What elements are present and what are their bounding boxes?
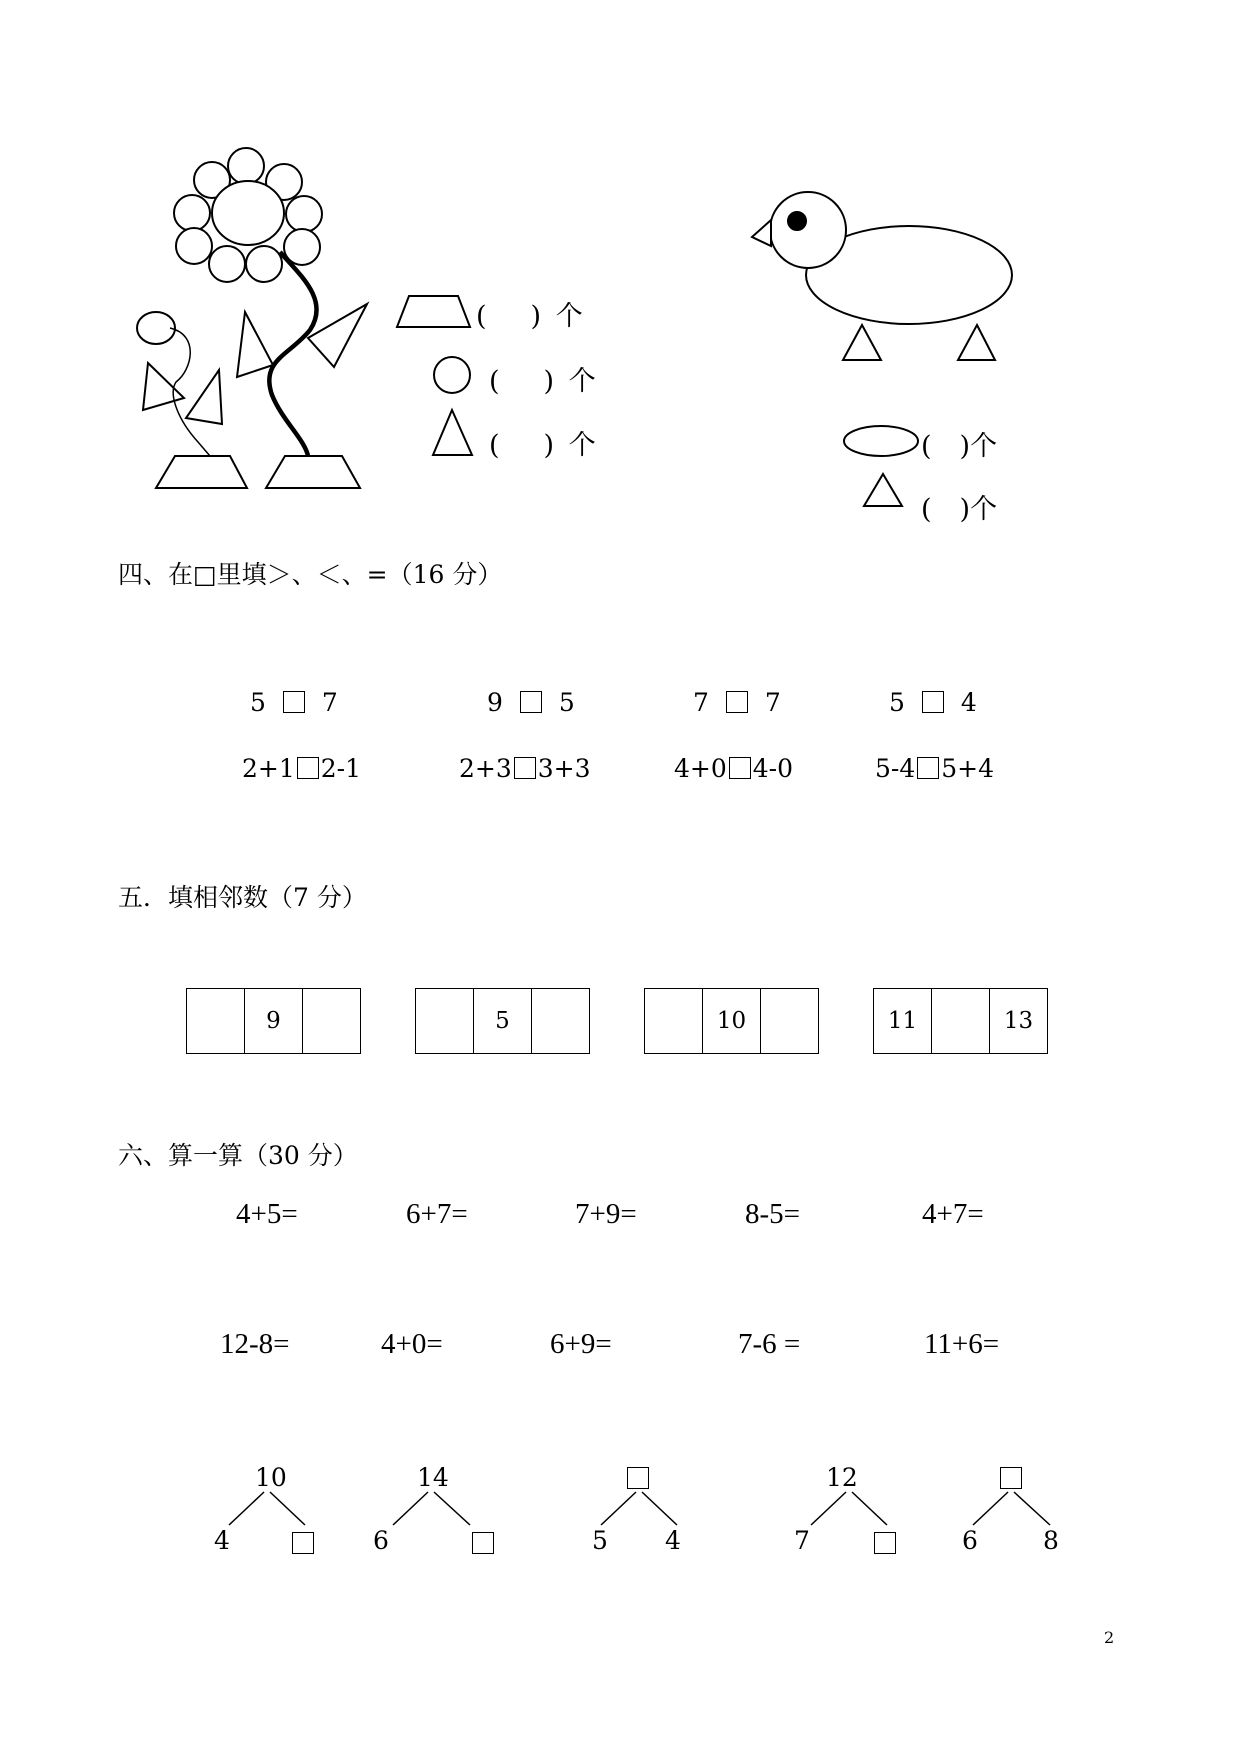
compare-right: 7 [321, 688, 338, 717]
tree-branch-left [601, 1492, 636, 1525]
answer-box[interactable] [917, 757, 939, 779]
small-flower-circle [137, 312, 175, 344]
compare-right: 4 [960, 688, 977, 717]
close-paren: ) [530, 301, 542, 332]
tree-left-number: 6 [962, 1526, 978, 1555]
compare-right: 7 [764, 688, 781, 717]
tree-branch-left [811, 1492, 846, 1525]
compare-item [693, 688, 781, 717]
oval-legend-shape [844, 426, 918, 456]
unit-label: 个 [970, 431, 998, 462]
tree-right-number: 8 [1043, 1526, 1059, 1555]
chick-foot-triangle [843, 325, 881, 360]
tree-top-number: 12 [826, 1463, 858, 1492]
tree-branch-right [434, 1492, 470, 1525]
number-trees [229, 1492, 1050, 1525]
neighbor-cell: 10 [703, 989, 761, 1053]
neighbor-cell[interactable] [645, 989, 703, 1053]
compare-right: 4-0 [752, 754, 794, 783]
flower-petal-circle [286, 196, 322, 232]
answer-box[interactable] [283, 691, 305, 713]
compare-left: 5-4 [875, 754, 916, 783]
unit-label: 个 [568, 366, 596, 397]
chick-drawing [752, 192, 1012, 360]
open-paren: ( [489, 366, 500, 397]
section4-title: 四、在□里填＞、＜、=（16 分） [118, 560, 503, 589]
neighbor-cell[interactable] [932, 989, 990, 1053]
close-paren: ) [543, 430, 555, 461]
count-blank-triangle [489, 423, 596, 462]
equation: 4+0= [381, 1328, 443, 1360]
neighbor-number-box [873, 988, 1048, 1054]
flower-petal-circle [246, 246, 282, 282]
neighbor-number-box [415, 988, 590, 1054]
tree-answer-box[interactable] [874, 1532, 896, 1554]
answer-box[interactable] [297, 757, 319, 779]
count-blank-trapezoid [476, 294, 583, 333]
equation: 12-8= [220, 1328, 290, 1360]
neighbor-cell[interactable] [303, 989, 360, 1053]
compare-item [674, 754, 793, 783]
answer-box[interactable] [922, 691, 944, 713]
tree-left-number: 6 [373, 1526, 389, 1555]
tree-answer-box[interactable] [292, 1532, 314, 1554]
chick-beak-triangle [752, 220, 771, 246]
compare-right: 5 [558, 688, 575, 717]
flower-petal-circle [228, 148, 264, 184]
neighbor-cell: 5 [474, 989, 532, 1053]
section5-title: 五．填相邻数（7 分） [118, 883, 367, 912]
compare-item [875, 754, 994, 783]
flower-petal-circle [209, 246, 245, 282]
close-paren: ) [543, 366, 555, 397]
pot-trapezoid [266, 456, 360, 488]
unit-label: 个 [568, 430, 596, 461]
close-paren: ) [959, 431, 971, 462]
tree-top-number: 10 [255, 1463, 287, 1492]
compare-item [487, 688, 575, 717]
equation: 4+5= [236, 1198, 298, 1230]
tree-answer-box[interactable] [1000, 1467, 1022, 1489]
compare-left: 5 [889, 688, 905, 717]
open-paren: ( [476, 301, 487, 332]
neighbor-cell[interactable] [761, 989, 818, 1053]
compare-right: 5+4 [941, 754, 995, 783]
big-stem [269, 252, 316, 456]
leaf-triangle [237, 312, 273, 377]
count-blank-chick-triangle [921, 487, 997, 526]
neighbor-cell: 9 [245, 989, 303, 1053]
flower-head [174, 148, 322, 282]
compare-right: 2-1 [320, 754, 362, 783]
tree-left-number: 5 [592, 1526, 608, 1555]
neighbor-number-box [186, 988, 361, 1054]
equation: 7-6 = [738, 1328, 801, 1360]
compare-left: 4+0 [674, 754, 727, 783]
equation: 8-5= [745, 1198, 801, 1230]
tree-left-number: 4 [214, 1526, 230, 1555]
leaf-triangle [143, 363, 184, 410]
tree-answer-box[interactable] [472, 1532, 494, 1554]
section6-title: 六、算一算（30 分） [118, 1141, 358, 1170]
open-paren: ( [921, 494, 932, 525]
count-blank-oval [921, 424, 997, 463]
compare-left: 5 [250, 688, 266, 717]
chick-eye [788, 212, 806, 230]
compare-right: 3+3 [537, 754, 591, 783]
neighbor-cell: 11 [874, 989, 932, 1053]
triangle-legend-shape [433, 410, 472, 455]
open-paren: ( [489, 430, 500, 461]
equation: 6+7= [406, 1198, 468, 1230]
circle-legend-shape [434, 357, 470, 393]
tree-top-number: 14 [417, 1463, 449, 1492]
flower-center-circle [212, 181, 284, 245]
equation: 6+9= [550, 1328, 612, 1360]
neighbor-cell[interactable] [532, 989, 589, 1053]
answer-box[interactable] [520, 691, 542, 713]
equation: 4+7= [922, 1198, 984, 1230]
compare-item [889, 688, 977, 717]
tree-left-number: 7 [794, 1526, 810, 1555]
triangle-legend-shape [864, 474, 902, 506]
tree-right-number: 4 [665, 1526, 681, 1555]
equation: 7+9= [575, 1198, 637, 1230]
leaf-triangle [186, 370, 222, 424]
close-paren: ) [959, 494, 971, 525]
compare-item [242, 754, 361, 783]
neighbor-cell[interactable] [187, 989, 245, 1053]
tree-branch-left [973, 1492, 1008, 1525]
answer-box[interactable] [514, 757, 536, 779]
answer-box[interactable] [726, 691, 748, 713]
unit-label: 个 [970, 494, 998, 525]
neighbor-cell[interactable] [416, 989, 474, 1053]
tree-branch-right [1014, 1492, 1050, 1525]
tree-branch-left [393, 1492, 428, 1525]
tree-branch-left [229, 1492, 264, 1525]
page-number: 2 [1104, 1628, 1115, 1647]
flower-petal-circle [174, 195, 210, 231]
pot-trapezoid [156, 456, 247, 488]
flower-petal-circle [176, 228, 212, 264]
neighbor-cell: 13 [1003, 1008, 1034, 1034]
compare-item [459, 754, 591, 783]
tree-answer-box[interactable] [627, 1467, 649, 1489]
compare-item [250, 688, 338, 717]
chick-foot-triangle [958, 325, 995, 360]
compare-left: 2+1 [242, 754, 295, 783]
tree-branch-right [270, 1492, 305, 1525]
trapezoid-legend-shape [397, 296, 470, 327]
chick-head-circle [770, 192, 846, 268]
count-blank-circle [489, 359, 596, 398]
unit-label: 个 [555, 301, 583, 332]
tree-branch-right [642, 1492, 677, 1525]
equation: 11+6= [924, 1328, 1000, 1360]
neighbor-number-box [644, 988, 819, 1054]
tree-branch-right [852, 1492, 887, 1525]
compare-left: 7 [693, 688, 709, 717]
compare-left: 2+3 [459, 754, 512, 783]
open-paren: ( [921, 431, 932, 462]
compare-left: 9 [487, 688, 503, 717]
answer-box[interactable] [729, 757, 751, 779]
